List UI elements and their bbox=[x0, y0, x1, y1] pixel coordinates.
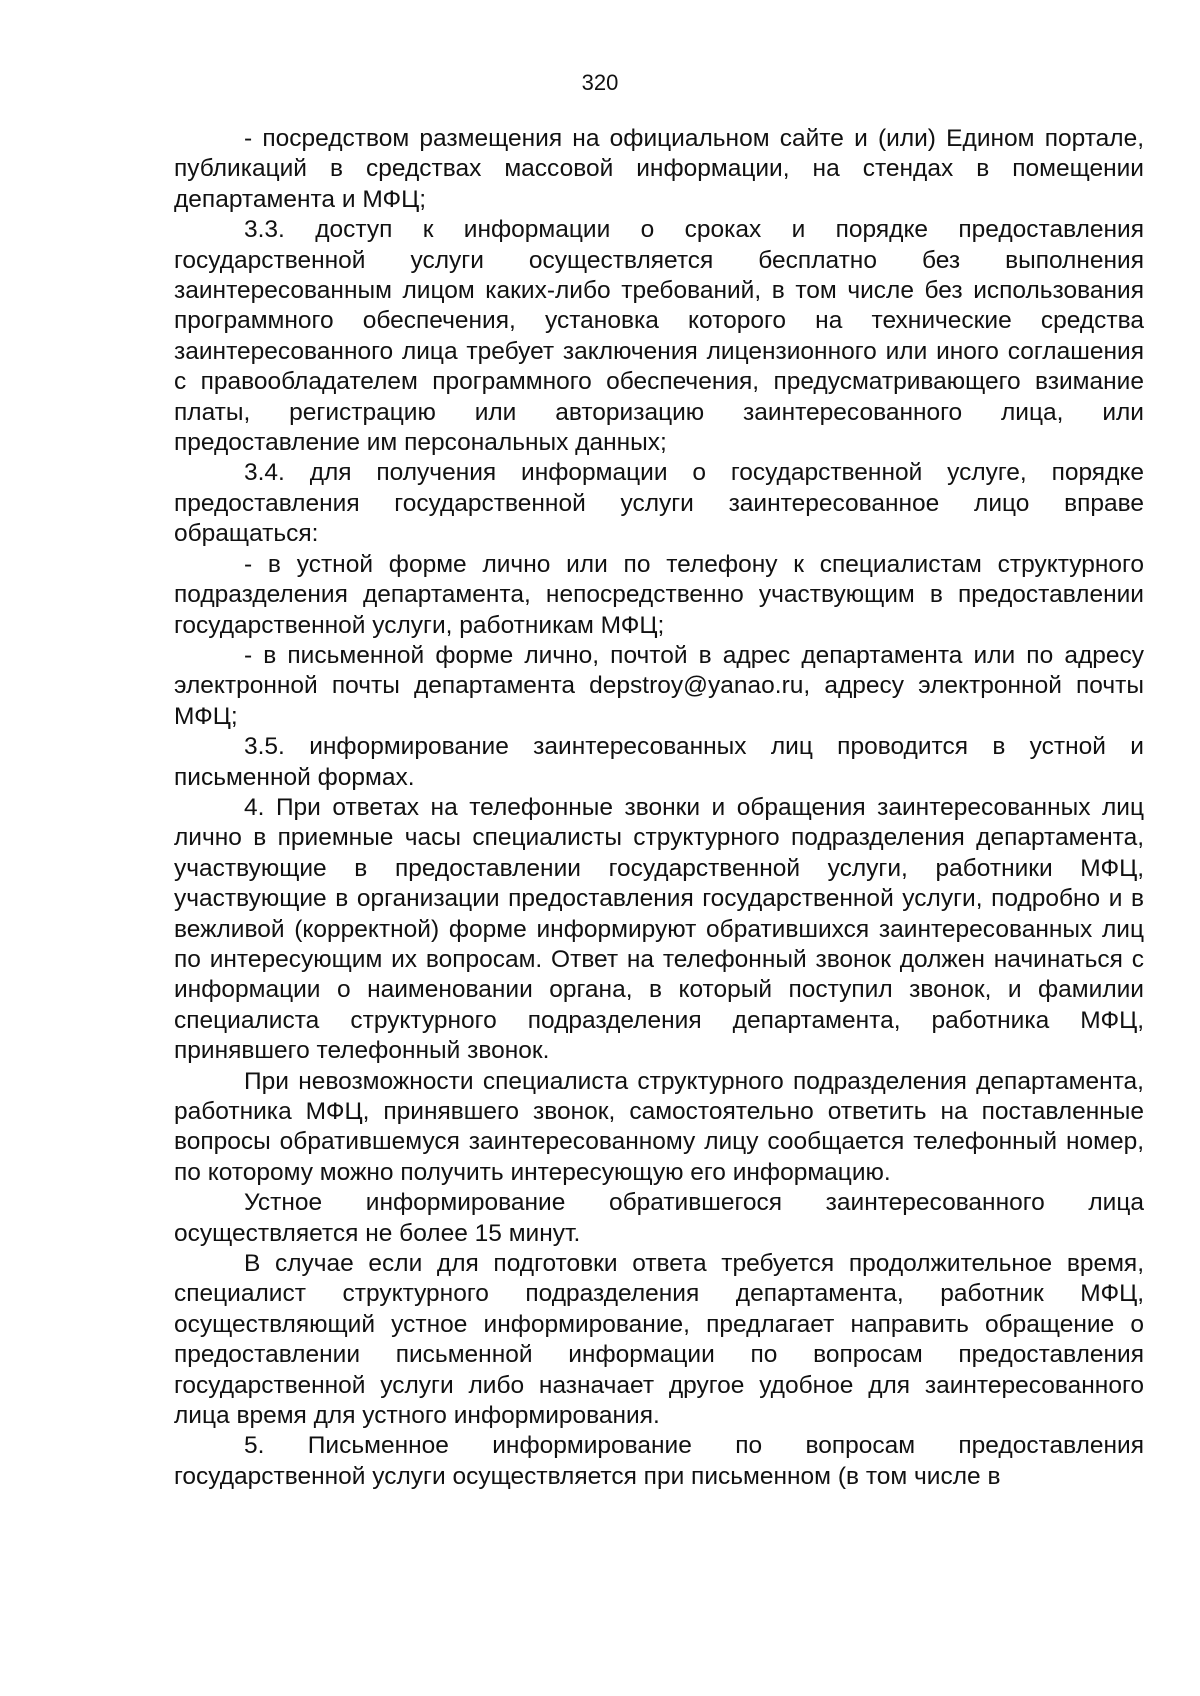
document-body bbox=[174, 124, 1144, 1492]
paragraph-4-phone-answers: 4. При ответах на телефонные звонки и обращения заинтересованных лиц лично в приемные часы специалисты структурного подразделения департамента, участвующие в предоставлении государственной услуги, работники МФЦ, участвующие в организации предоставления государственной услуги, подробно и в вежливой (корректной) форме информируют обратившихся заинтересованных лиц по интересующим их вопросам. Ответ на телефонный звонок должен начинаться с информации о наименовании органа, в который поступил звонок, и фамилии специалиста структурного подразделения департамента, работника МФЦ, принявшего телефонный звонок. bbox=[174, 793, 1144, 1065]
paragraph-oral-duration: Устное информирование обратившегося заинтересованного лица осуществляется не более 15 минут. bbox=[174, 1189, 1144, 1247]
paragraph-oral-form: - в устной форме лично или по телефону к специалистам структурного подразделения департамента, непосредственно участвующим в предоставлении государственной услуги, работникам МФЦ; bbox=[174, 550, 1144, 639]
paragraph-3-5-forms: 3.5. информирование заинтересованных лиц проводится в устной и письменной формах. bbox=[174, 733, 1144, 791]
paragraph-publication-channels: - посредством размещения на официальном сайте и (или) Едином портале, публикаций в средствах массовой информации, на стендах в помещении департамента и МФЦ; bbox=[174, 125, 1144, 213]
paragraph-extended-time: В случае если для подготовки ответа требуется продолжительное время, специалист структурного подразделения департамента, работник МФЦ, осуществляющий устное информирование, предлагает направить обращение о предоставлении письменной информации по вопросам предоставления государственной услуги либо назначает другое удобное для заинтересованного лица время для устного информирования. bbox=[174, 1250, 1144, 1430]
paragraph-inability-to-answer: При невозможности специалиста структурного подразделения департамента, работника МФЦ, принявшего звонок, самостоятельно ответить на поставленные вопросы обратившемуся заинтересованному лицу сообщается телефонный номер, по которому можно получить интересующую его информацию. bbox=[174, 1067, 1144, 1186]
page-number: 320 bbox=[581, 70, 619, 95]
paragraph-written-form: - в письменной форме лично, почтой в адрес департамента или по адресу электронной почты департамента depstroy@yanao.ru, адресу электронной почты МФЦ; bbox=[174, 641, 1144, 730]
paragraph-3-4-how-to-obtain: 3.4. для получения информации о государственной услуге, порядке предоставления государственной услуги заинтересованное лицо вправе обращаться: bbox=[174, 459, 1144, 548]
paragraph-5-written-info: 5. Письменное информирование по вопросам предоставления государственной услуги осуществляется при письменном (в том числе в bbox=[174, 1432, 1144, 1490]
paragraph-3-3-free-access: 3.3. доступ к информации о сроках и порядке предоставления государственной услуги осуществляется бесплатно без выполнения заинтересованным лицом каких-либо требований, в том числе без использования программного обеспечения, установка которого на технические средства заинтересованного лица требует заключения лицензионного или иного соглашения с правообладателем программного обеспечения, предусматривающего взимание платы, регистрацию или авторизацию заинтересованного лица, или предоставление им персональных данных; bbox=[174, 216, 1144, 457]
